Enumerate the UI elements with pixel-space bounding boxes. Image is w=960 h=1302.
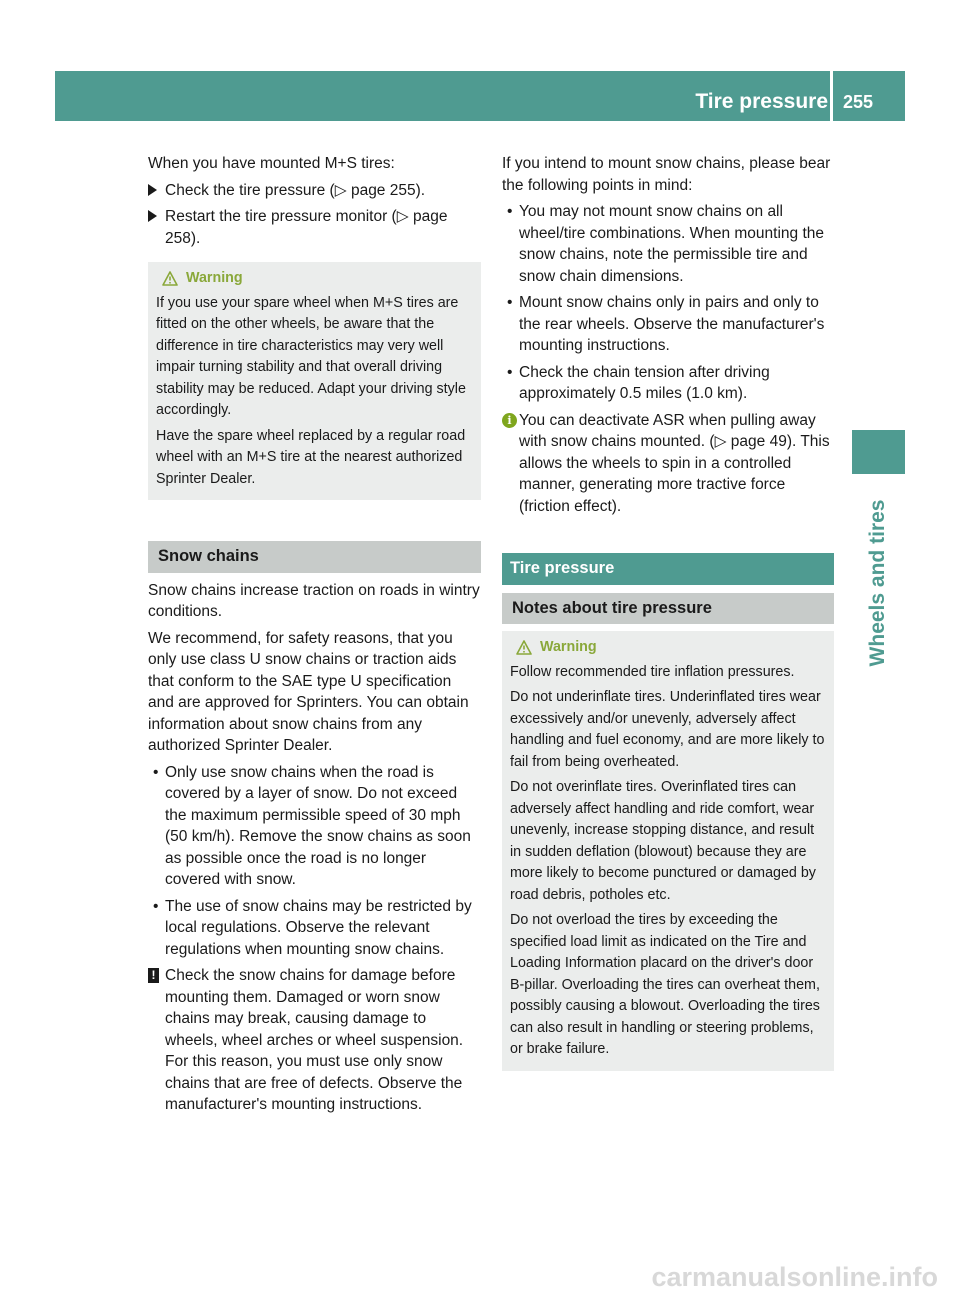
- page-ref-icon: ▷: [714, 433, 727, 450]
- list-item: • Mount snow chains only in pairs and only to the rear wheels. Observe the manufacturer's mounting instructions.: [507, 294, 825, 354]
- warning-title: Warning: [186, 270, 243, 286]
- notice: ! Check the snow chains for damage before mounting them. Damaged or worn snow chains may break, causing damage to wheels, wheel arches or wheel suspension. For this reason, you must use only snow chains that are free of defects. Observe the manufacturer's mounting instructions.: [148, 965, 481, 1116]
- step-item: Restart the tire pressure monitor (▷ page 258).: [148, 206, 481, 249]
- warning-text: Do not underinflate tires. Underinflated tires wear excessively and/or unevenly, adversely affect handling and fuel economy, and are more likely to fail from being overheated.: [510, 689, 825, 770]
- warning-title: Warning: [540, 639, 597, 655]
- warning-header: [156, 268, 473, 290]
- header-divider: [830, 71, 833, 121]
- bullet-icon: •: [507, 363, 513, 381]
- step-item: Check the tire pressure (▷ page 255).: [148, 180, 481, 202]
- warning-text: If you use your spare wheel when M+S tires are fitted on the other wheels, be aware that the difference in tire characteristics may very well impair turning stability and that overall driving stability may be reduced. Adapt your driving style accordingly.: [156, 294, 466, 418]
- watermark: carmanualsonline.info: [651, 1262, 938, 1292]
- list-item: • Only use snow chains when the road is covered by a layer of snow. Do not exceed the maximum permissible speed of 30 mph (50 km/h). Remove the snow chains as soon as possible once the road is no longer covered with snow.: [153, 763, 471, 888]
- warning-box: [148, 262, 481, 500]
- list-item: • The use of snow chains may be restricted by local regulations. Observe the relevant regulations when mounting snow chains.: [153, 897, 472, 958]
- warning-text: Do not overinflate tires. Overinflated tires can adversely affect handling and ride comfort, wear unevenly, increase stopping distance, and result in sudden deflation (blowout) because they are more likely to become punctured or damaged by road debris, potholes etc.: [510, 779, 816, 903]
- section-heading-tire-pressure: Tire pressure: [502, 553, 834, 585]
- side-tab-marker: [852, 430, 905, 474]
- info-icon: i: [502, 413, 517, 428]
- warning-text: Do not overload the tires by exceeding the specified load limit as indicated on the Tire and Loading Information placard on the driver's door B-pillar. Overloading the tires can overheat them, possibly causing a blowout. Overloading the tires can also result in handling or steering problems, or brake failure.: [510, 912, 820, 1057]
- bullet-icon: •: [507, 203, 513, 220]
- left-column: [148, 153, 481, 1121]
- intro-text: If you intend to mount snow chains, please bear the following points in mind:: [502, 155, 831, 194]
- warning-box: [502, 631, 834, 1071]
- bullet-icon: •: [153, 763, 159, 781]
- page-ref-icon: ▷: [396, 208, 409, 225]
- section-heading-snow-chains: Snow chains: [148, 541, 481, 573]
- body-text: Snow chains increase traction on roads in wintry conditions.: [148, 581, 480, 620]
- warning-text: Have the spare wheel replaced by a regular road wheel with an M+S tire at the nearest authorized Sprinter Dealer.: [156, 427, 466, 487]
- info-note: i You can deactivate ASR when pulling away with snow chains mounted. (▷ page 49). This allows the wheels to spin in a controlled manner, generating more tractive force (friction effect).: [502, 410, 834, 518]
- list-item: • Check the chain tension after driving approximately 0.5 miles (1.0 km).: [507, 363, 770, 402]
- right-column: [502, 153, 834, 1071]
- step-arrow-icon: [148, 180, 157, 202]
- exclamation-icon: !: [148, 968, 159, 983]
- warning-header: [510, 637, 826, 659]
- bullet-icon: •: [153, 897, 159, 915]
- warning-triangle-icon: [162, 271, 178, 286]
- side-tab: [852, 478, 905, 688]
- body-text: We recommend, for safety reasons, that you only use class U snow chains or traction aids that conform to the SAE type U specification and are approved for Sprinters. You can obtain information about snow chains from any authorized Sprinter Dealer.: [148, 629, 469, 754]
- intro-text: When you have mounted M+S tires:: [148, 155, 395, 172]
- page-title: Tire pressure: [695, 90, 828, 113]
- step-arrow-icon: [148, 206, 157, 228]
- bullet-icon: •: [507, 294, 513, 311]
- side-tab-label: Wheels and tires: [866, 499, 889, 667]
- list-item: • You may not mount snow chains on all wheel/tire combinations. When mounting the snow chains, note the permissible tire and snow chain dimensions.: [507, 203, 824, 285]
- page-number: 255: [843, 92, 874, 112]
- subsection-heading-notes: Notes about tire pressure: [502, 593, 834, 625]
- page-ref-icon: ▷: [334, 181, 347, 199]
- warning-triangle-icon: [516, 640, 532, 655]
- warning-text: Follow recommended tire inflation pressures.: [510, 663, 795, 680]
